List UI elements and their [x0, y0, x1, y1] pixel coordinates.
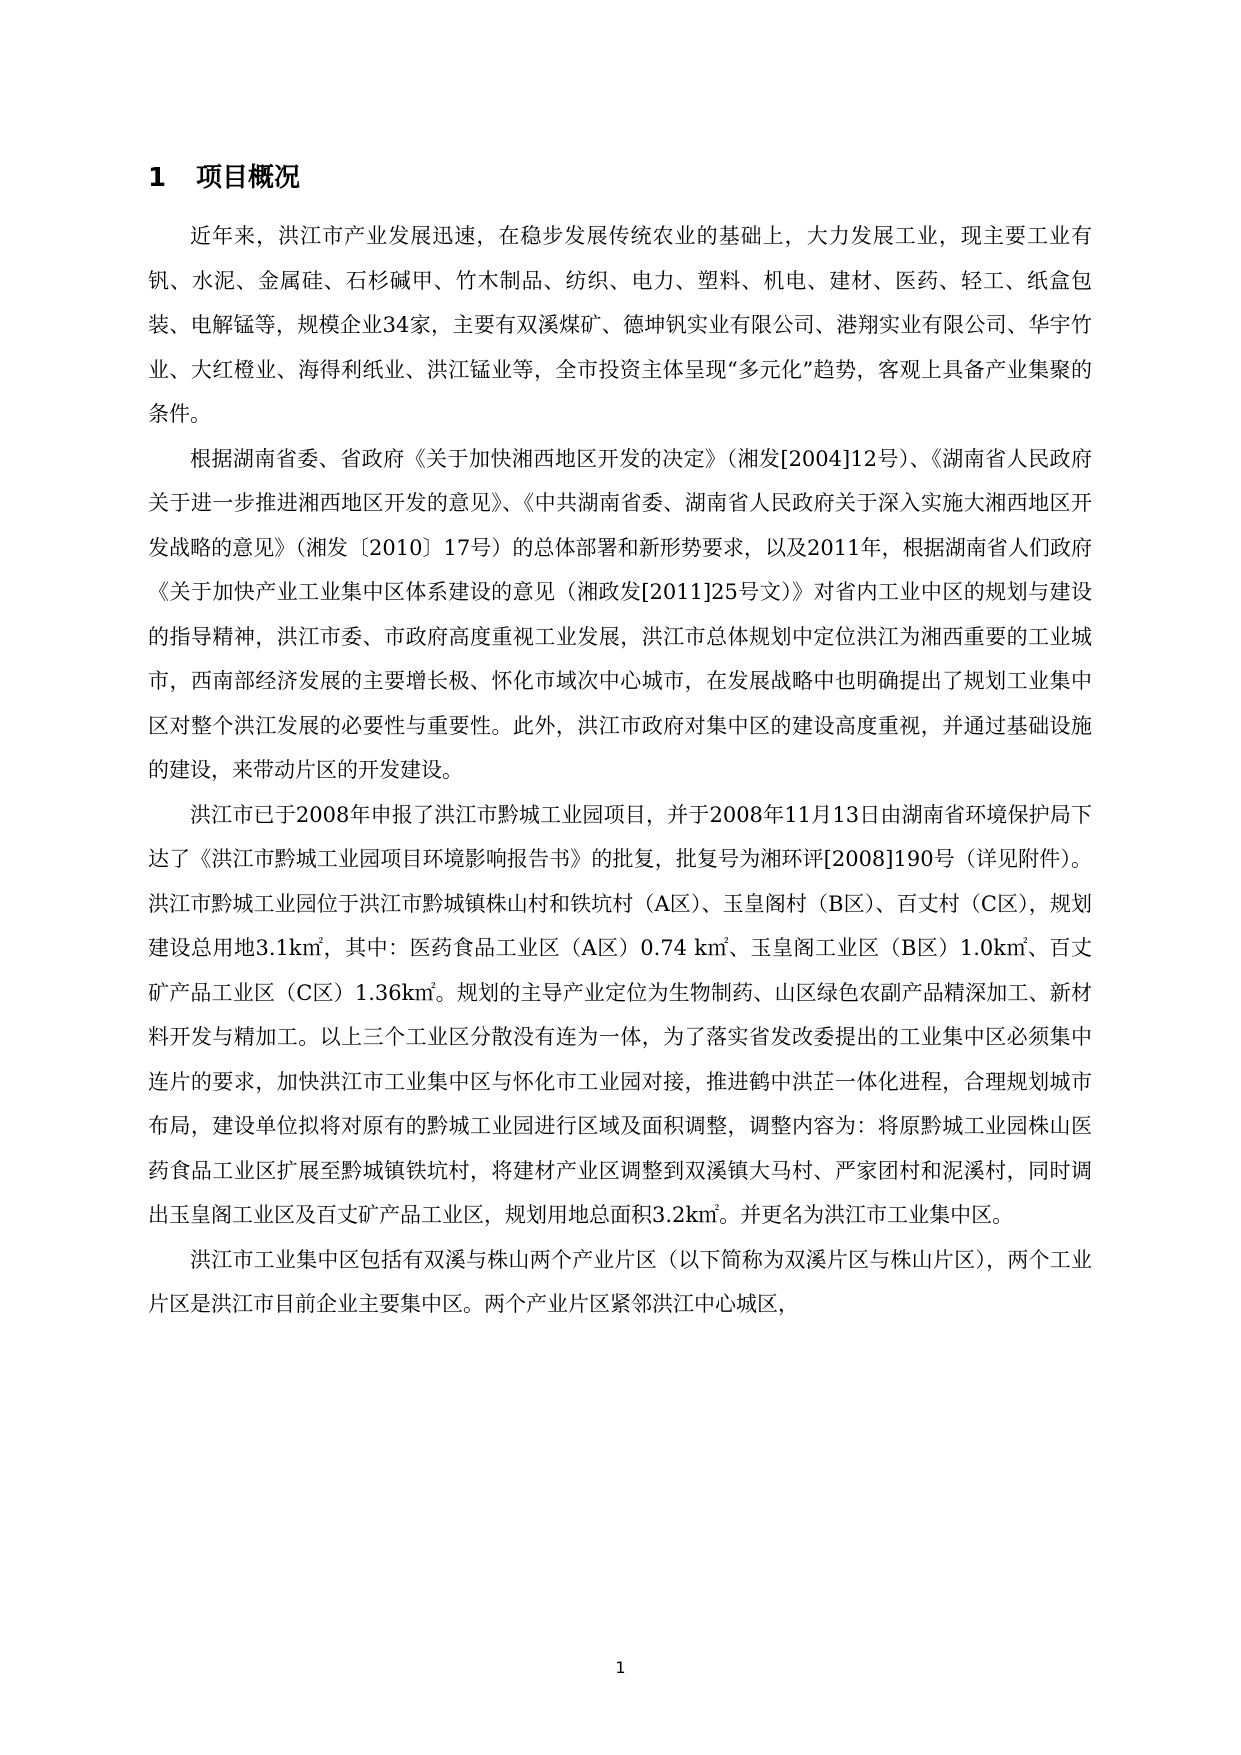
paragraph: 洪江市工业集中区包括有双溪与株山两个产业片区（以下简称为双溪片区与株山片区），两个工业片区是洪江市目前企业主要集中区。两个产业片区紧邻洪江中心城区，: [148, 1247, 1092, 1316]
body-text: [148, 214, 1092, 1327]
paragraph: 根据湖南省委、省政府《关于加快湘西地区开发的决定》（湘发[2004]12号）、《湖南省人民政府关于进一步推进湘西地区开发的意见》、《中共湖南省委、湖南省人民政府关于深入实施大湘西地区开发战略的意见》（湘发〔2010〕17号）的总体部署和新形势要求，以及2011年，根据湖南省人们政府《关于加快产业工业集中区体系建设的意见（湘政发[2011]25号文）》对省内工业中区的规划与建设的指导精神，洪江市委、市政府高度重视工业发展，洪江市总体规划中定位洪江为湘西重要的工业城市，西南部经济发展的主要增长极、怀化市域次中心城市，在发展战略中也明确提出了规划工业集中区对整个洪江发展的必要性与重要性。此外，洪江市政府对集中区的建设高度重视，并通过基础设施的建设，来带动片区的开发建设。: [148, 446, 1092, 782]
section-title: 项目概况: [196, 163, 301, 193]
section-heading: [148, 158, 300, 198]
paragraph: 洪江市已于2008年申报了洪江市黔城工业园项目，并于2008年11月13日由湖南省环境保护局下达了《洪江市黔城工业园项目环境影响报告书》的批复，批复号为湘环评[2008]190号（详见附件）。洪江市黔城工业园位于洪江市黔城镇株山村和铁坑村（A区）、玉皇阁村（B区）、百丈村（C区），规划建设总用地3.1k㎡，其中：医药食品工业区（A区）0.74 k㎡、玉皇阁工业区（B区）1.0k㎡、百丈矿产品工业区（C区）1.36k㎡。规划的主导产业定位为生物制药、山区绿色农副产品精深加工、新材料开发与精加工。以上三个工业区分散没有连为一体，为了落实省发改委提出的工业集中区必须集中连片的要求，加快洪江市工业集中区与怀化市工业园对接，推进鹤中洪芷一体化进程，合理规划城市布局，建设单位拟将对原有的黔城工业园进行区域及面积调整，调整内容为：将原黔城工业园株山医药食品工业区扩展至黔城镇铁坑村，将建材产业区调整到双溪镇大马村、严家团村和泥溪村，同时调出玉皇阁工业区及百丈矿产品工业区，规划用地总面积3.2k㎡。并更名为洪江市工业集中区。: [148, 802, 1092, 1227]
section-number: 1: [148, 163, 167, 193]
paragraph: 近年来，洪江市产业发展迅速，在稳步发展传统农业的基础上，大力发展工业，现主要工业有钒、水泥、金属硅、石杉碱甲、竹木制品、纺织、电力、塑料、机电、建材、医药、轻工、纸盒包装、电解锰等，规模企业34家，主要有双溪煤矿、德坤钒实业有限公司、港翔实业有限公司、华宇竹业、大红橙业、海得利纸业、洪江锰业等，全市投资主体呈现“多元化”趋势，客观上具备产业集聚的条件。: [148, 224, 1092, 426]
page-number: 1: [615, 1658, 626, 1677]
